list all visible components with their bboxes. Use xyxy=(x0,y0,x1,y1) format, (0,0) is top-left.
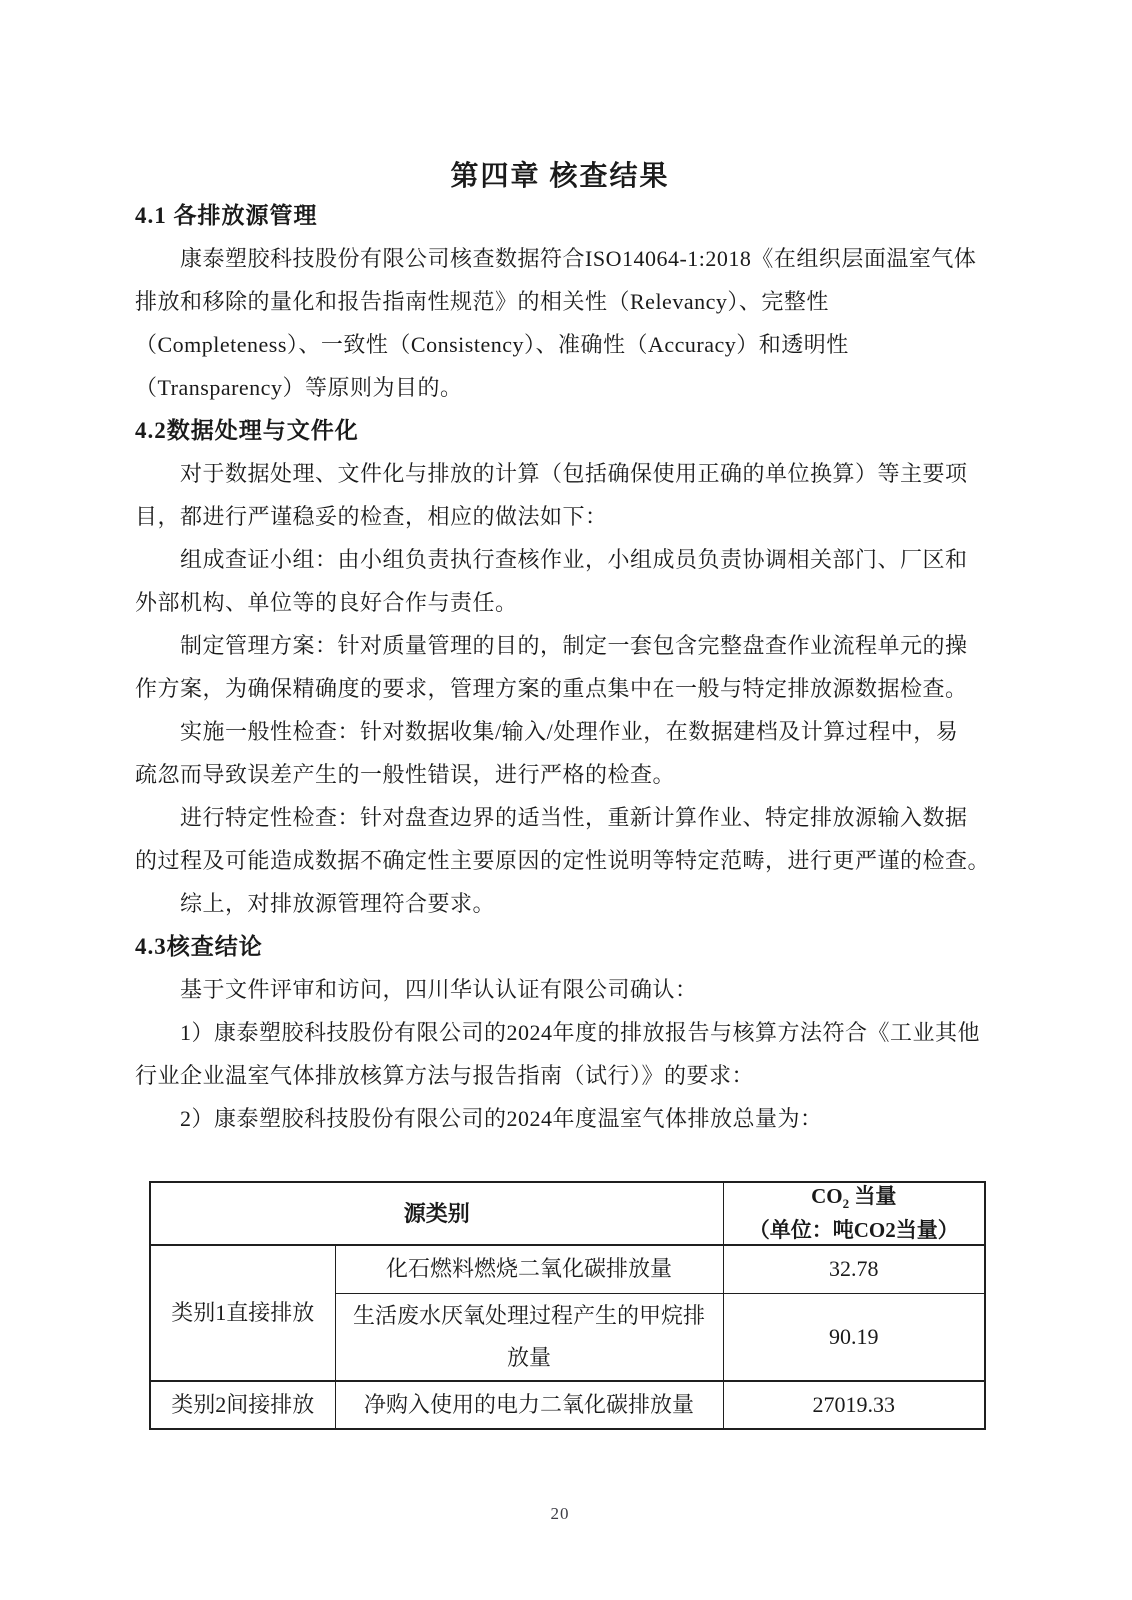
table-header-co2 xyxy=(723,1182,985,1245)
body-line: 行业企业温室气体排放核算方法与报告指南（试行）》的要求： xyxy=(135,1063,755,1088)
body-line: 疏忽而导致误差产生的一般性错误，进行严格的检查。 xyxy=(135,762,676,787)
body-line: 基于文件评审和访问，四川华认认证有限公司确认： xyxy=(180,977,698,1002)
chapter-title: 第四章 核查结果 xyxy=(450,161,670,192)
table-cell-value-fossil: 32.78 xyxy=(723,1245,985,1293)
table-cell-category-2: 类别2间接排放 xyxy=(150,1381,335,1429)
body-line: 1）康泰塑胶科技股份有限公司的2024年度的排放报告与核算方法符合《工业其他 xyxy=(180,1020,981,1045)
body-line: 排放和移除的量化和报告指南性规范》的相关性（Relevancy）、完整性 xyxy=(135,289,829,314)
body-line: 康泰塑胶科技股份有限公司核查数据符合ISO14064-1:2018《在组织层面温室气体 xyxy=(180,246,977,271)
section-heading-4-1: 4.1 各排放源管理 xyxy=(135,203,318,228)
page-number: 20 xyxy=(550,1504,570,1524)
table-header-co2-unit: （单位：吨CO2当量） xyxy=(748,1218,959,1243)
table-cell-source-wastewater: 生活废水厌氧处理过程产生的甲烷排放量 xyxy=(335,1293,723,1381)
co2-subscript: 2 xyxy=(842,1196,850,1212)
body-line: 作方案，为确保精确度的要求，管理方案的重点集中在一般与特定排放源数据检查。 xyxy=(135,676,968,701)
table-header-row xyxy=(150,1182,985,1245)
body-line: 实施一般性检查：针对数据收集/输入/处理作业，在数据建档及计算过程中，易 xyxy=(180,719,959,744)
body-line: 2）康泰塑胶科技股份有限公司的2024年度温室气体排放总量为： xyxy=(180,1106,823,1131)
emissions-table xyxy=(149,1181,986,1430)
body-line: 目，都进行严谨稳妥的检查，相应的做法如下： xyxy=(135,504,608,529)
body-line: 外部机构、单位等的良好合作与责任。 xyxy=(135,590,518,615)
section-heading-4-2: 4.2数据处理与文件化 xyxy=(135,418,359,443)
table-header-co2-equivalent xyxy=(733,1183,976,1217)
co2-text: CO xyxy=(811,1184,843,1208)
table-cell-value-electricity: 27019.33 xyxy=(723,1381,985,1429)
body-line: 综上，对排放源管理符合要求。 xyxy=(180,891,496,916)
section-heading-4-3: 4.3核查结论 xyxy=(135,934,263,959)
body-line: （Completeness）、一致性（Consistency）、准确性（Accuracy）和透明性 xyxy=(135,332,849,357)
table-row xyxy=(150,1381,985,1429)
table-cell-category-1: 类别1直接排放 xyxy=(150,1245,335,1381)
body-line: 制定管理方案：针对质量管理的目的，制定一套包含完整盘查作业流程单元的操 xyxy=(180,633,968,658)
table-header-source-category: 源类别 xyxy=(150,1182,723,1245)
table-cell-value-wastewater: 90.19 xyxy=(723,1293,985,1381)
body-line: 的过程及可能造成数据不确定性主要原因的定性说明等特定范畴，进行更严谨的检查。 xyxy=(135,848,991,873)
table-cell-source-fossil: 化石燃料燃烧二氧化碳排放量 xyxy=(335,1245,723,1293)
body-line: 组成查证小组：由小组负责执行查核作业，小组成员负责协调相关部门、厂区和 xyxy=(180,547,968,572)
body-line: （Transparency）等原则为目的。 xyxy=(135,375,463,400)
table-cell-source-electricity: 净购入使用的电力二氧化碳排放量 xyxy=(335,1381,723,1429)
body-line: 进行特定性检查：针对盘查边界的适当性，重新计算作业、特定排放源输入数据 xyxy=(180,805,968,830)
co2-unit-label: 当量 xyxy=(849,1184,897,1208)
table-row xyxy=(150,1245,985,1293)
body-line: 对于数据处理、文件化与排放的计算（包括确保使用正确的单位换算）等主要项 xyxy=(180,461,968,486)
